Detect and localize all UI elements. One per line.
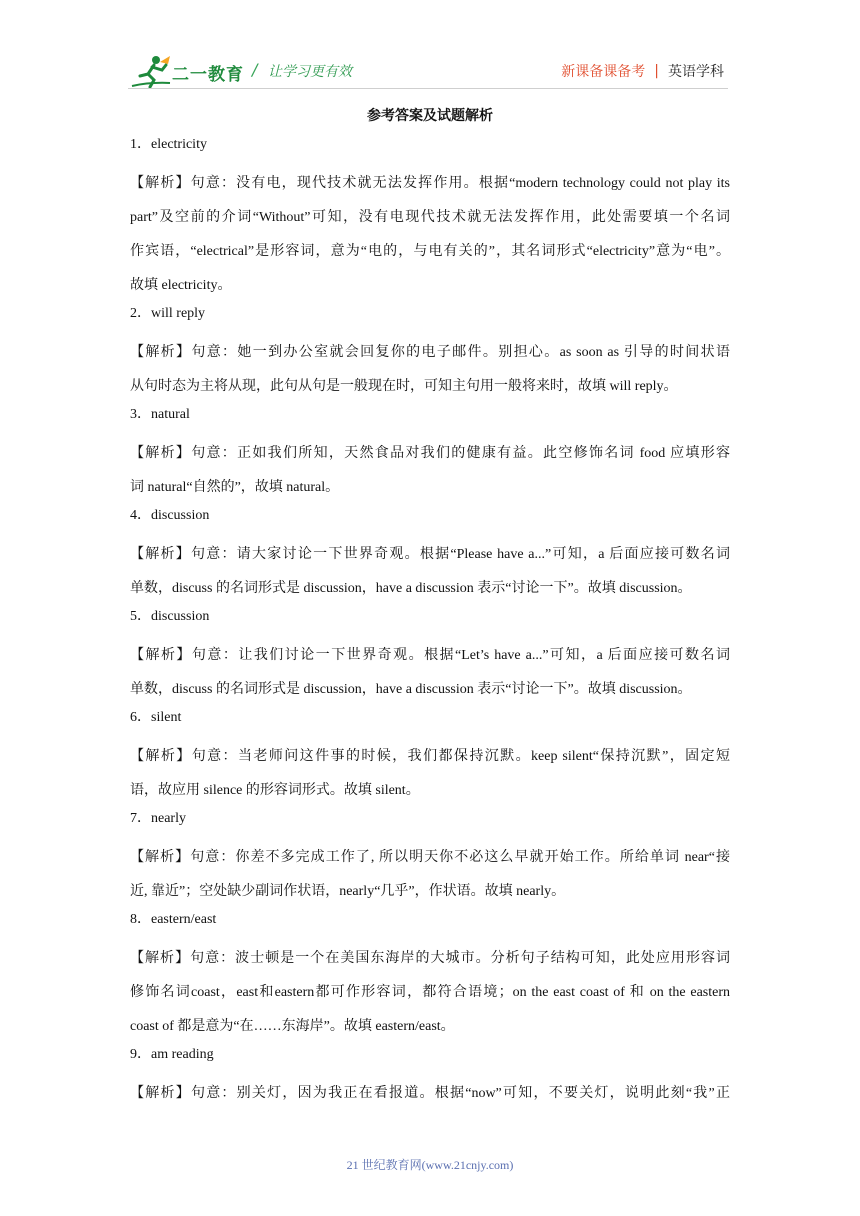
explanation-line: 故填 electricity。: [130, 278, 232, 293]
explanation-line: 【解析】句意：请大家讨论一下世界奇观。根据“Please have a...”可知，a 后面应接可数名词: [130, 547, 730, 562]
answer-item: [130, 404, 730, 505]
answer-explanation: [130, 336, 730, 404]
answer-number: 1．electricity: [130, 137, 207, 152]
logo-text: 二一教育: [172, 65, 244, 85]
page-title: 参考答案及试题解析: [367, 108, 493, 124]
header-divider: [128, 88, 728, 89]
answer-number: 8．eastern/east: [130, 912, 217, 927]
answer-number: 6．silent: [130, 710, 182, 725]
answer-item: [130, 303, 730, 404]
explanation-line: 语，故应用 silence 的形容词形式。故填 silent。: [130, 783, 420, 798]
explanation-line: 单数，discuss 的名词形式是 discussion，have a discussion 表示“讨论一下”。故填 discussion。: [130, 682, 692, 697]
answer-item: [130, 909, 730, 1044]
answer-explanation: [130, 1077, 730, 1111]
header-separator: |: [654, 63, 659, 79]
answer-item: [130, 808, 730, 909]
explanation-line: part”及空前的介词“Without”可知，没有电现代技术就无法发挥作用，此处需要填一个名词: [130, 210, 730, 225]
explanation-line: 【解析】句意：别关灯，因为我正在看报道。根据“now”可知，不要关灯，说明此刻“我”正: [130, 1086, 730, 1101]
explanation-line: 近, 靠近”；空处缺少副词作状语，nearly“几乎”，作状语。故填 nearly。: [130, 884, 566, 899]
answer-explanation: [130, 942, 730, 1044]
answer-number: 3．natural: [130, 407, 190, 422]
answer-item: [130, 505, 730, 606]
explanation-line: 词 natural“自然的”，故填 natural。: [130, 480, 340, 495]
answer-number: 5．discussion: [130, 609, 210, 624]
explanation-line: 修饰名词coast，east和eastern都可作形容词，都符合语境；on the east coast of 和 on the eastern: [130, 985, 730, 1000]
header-slash: /: [252, 60, 258, 79]
answer-number: 7．nearly: [130, 811, 186, 826]
header-label-subject: 英语学科: [668, 64, 724, 80]
answer-explanation: [130, 841, 730, 909]
explanation-line: 【解析】句意：正如我们所知，天然食品对我们的健康有益。此空修饰名词 food 应填形容: [130, 446, 730, 461]
page-footer: 21 世纪教育网(www.21cnjy.com): [346, 1158, 514, 1172]
answer-item: [130, 134, 730, 303]
header-label-course: 新课备课备考: [561, 64, 646, 80]
explanation-line: 【解析】句意：当老师问这件事的时候，我们都保持沉默。keep silent“保持沉默”，固定短: [130, 749, 730, 764]
header-right: [561, 61, 724, 81]
answer-item: [130, 707, 730, 808]
explanation-line: 单数，discuss 的名词形式是 discussion，have a discussion 表示“讨论一下”。故填 discussion。: [130, 581, 692, 596]
answer-explanation: [130, 167, 730, 303]
answer-number: 2．will reply: [130, 306, 206, 321]
page-header: [0, 0, 860, 100]
answer-explanation: [130, 437, 730, 505]
answer-item: [130, 1044, 730, 1111]
explanation-line: 【解析】句意：没有电，现代技术就无法发挥作用。根据“modern technology could not play its: [130, 176, 730, 191]
explanation-line: 从句时态为主将从现，此句从句是一般现在时，可知主句用一般将来时，故填 will reply。: [130, 379, 678, 394]
explanation-line: coast of 都是意为“在……东海岸”。故填 eastern/east。: [130, 1019, 455, 1034]
answer-explanation: [130, 538, 730, 606]
explanation-line: 作宾语，“electrical”是形容词，意为“电的，与电有关的”，其名词形式“electricity”意为“电”。: [130, 244, 730, 259]
answer-list: [130, 134, 730, 1111]
answer-number: 9．am reading: [130, 1047, 214, 1062]
answer-number: 4．discussion: [130, 508, 210, 523]
explanation-line: 【解析】句意：让我们讨论一下世界奇观。根据“Let’s have a...”可知，a 后面应接可数名词: [130, 648, 730, 663]
explanation-line: 【解析】句意：她一到办公室就会回复你的电子邮件。别担心。as soon as 引导的时间状语: [130, 345, 730, 360]
explanation-line: 【解析】句意：你差不多完成工作了, 所以明天你不必这么早就开始工作。所给单词 near“接: [130, 850, 730, 865]
explanation-line: 【解析】句意：波士顿是一个在美国东海岸的大城市。分析句子结构可知，此处应用形容词: [130, 951, 730, 966]
answer-explanation: [130, 740, 730, 808]
header-slogan: 让学习更有效: [268, 64, 352, 80]
answer-item: [130, 606, 730, 707]
answer-explanation: [130, 639, 730, 707]
